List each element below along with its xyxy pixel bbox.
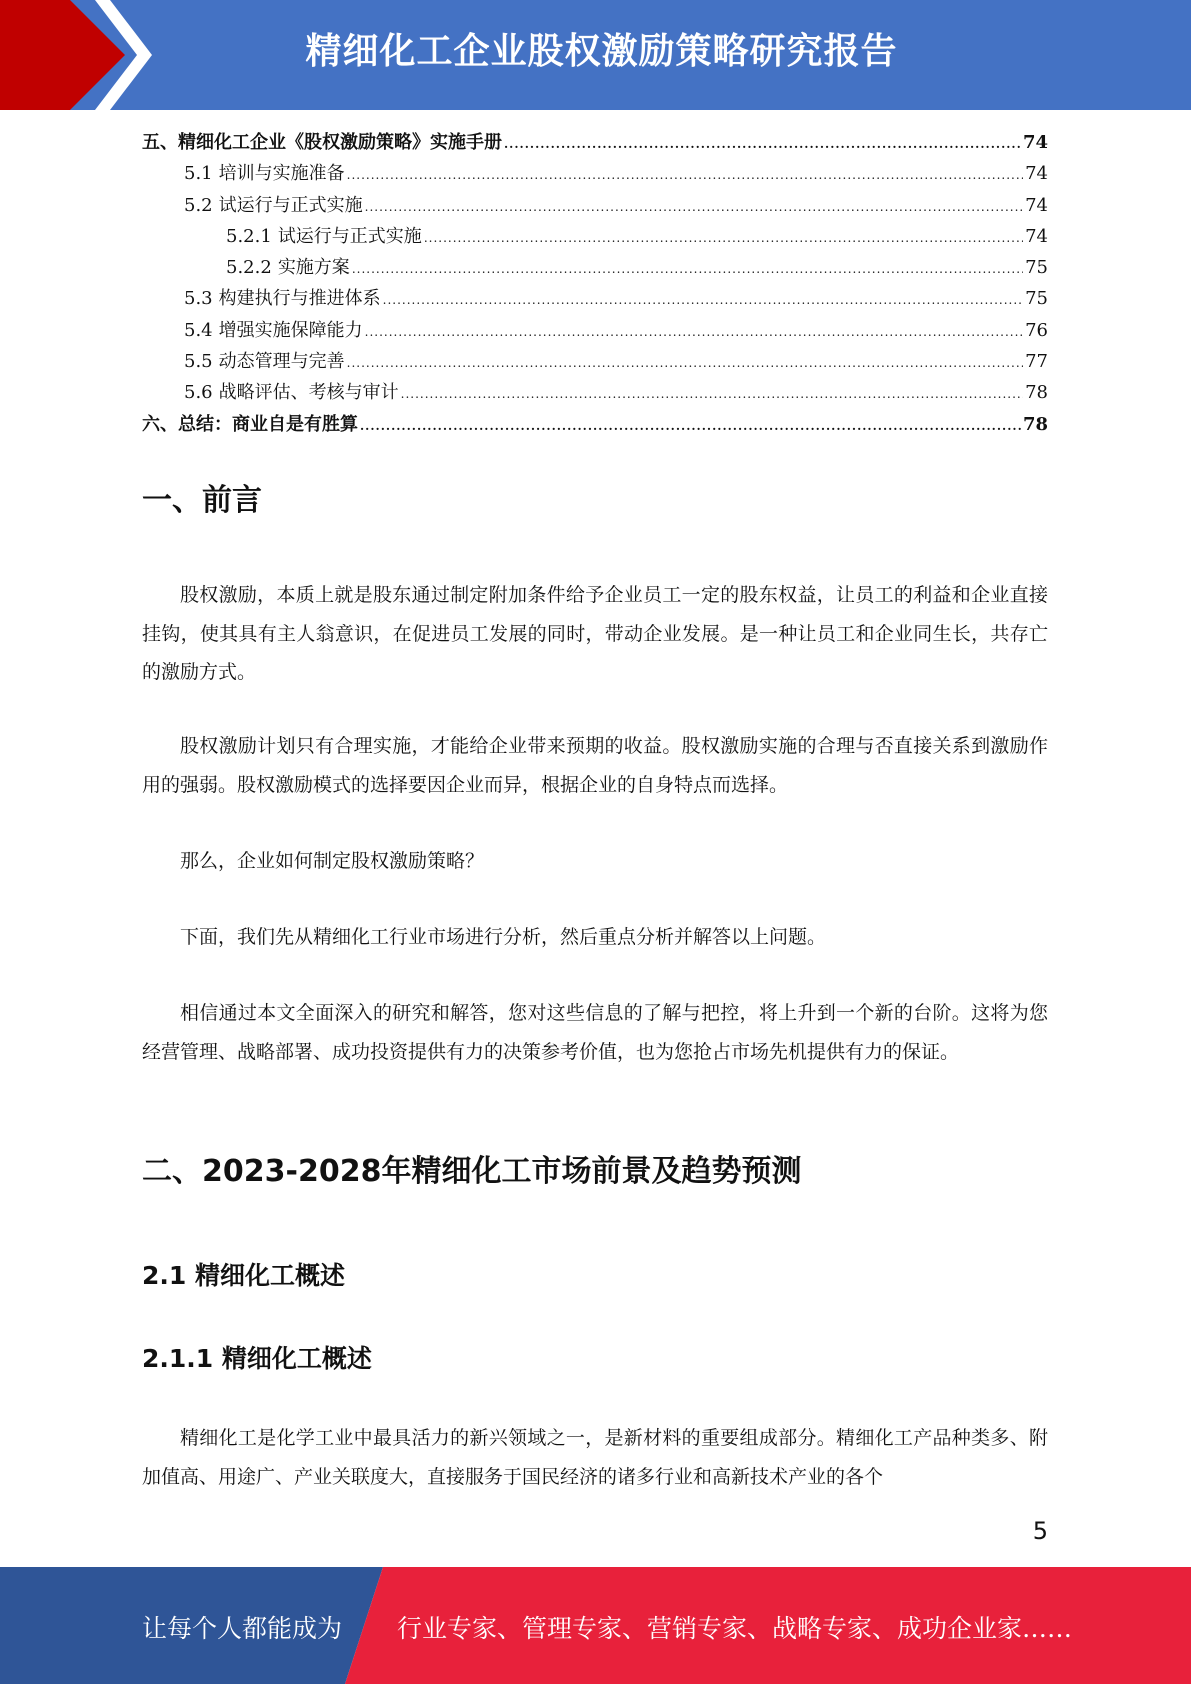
- toc-entry-title: 试运行与正式实施: [218, 194, 363, 216]
- toc-entry-title: 动态管理与完善: [218, 351, 345, 373]
- toc-entry-number: 5.5: [184, 351, 213, 373]
- toc-entry-number: 5.2.2: [226, 257, 272, 279]
- toc-entry[interactable]: [142, 252, 1048, 283]
- toc-entry-title: 试运行与正式实施: [277, 225, 422, 247]
- toc-dot-leader: [383, 285, 1023, 316]
- toc-dot-leader: [347, 348, 1023, 379]
- toc-dot-leader: [365, 192, 1023, 223]
- toc-dot-leader: [365, 317, 1023, 348]
- toc-entry-page: 76: [1025, 319, 1048, 341]
- toc-entry-number: 5.2: [184, 194, 213, 216]
- subsection-heading-2-1: 2.1 精细化工概述: [142, 1261, 345, 1290]
- section-heading-preface: 一、前言: [142, 483, 262, 518]
- toc-entry-page: 75: [1025, 257, 1048, 279]
- toc-entry-title: 构建执行与推进体系: [218, 288, 381, 310]
- toc-entry-page: 74: [1025, 163, 1048, 185]
- preface-paragraph-3: 那么，企业如何制定股权激励策略？: [180, 850, 485, 872]
- preface-paragraph-4: 下面，我们先从精细化工行业市场进行分析，然后重点分析并解答以上问题。: [180, 926, 827, 948]
- toc-entry-page: 77: [1025, 351, 1048, 373]
- toc-entry[interactable]: [142, 409, 1048, 440]
- toc-entry-title: 六、总结：商业自是有胜算: [142, 413, 358, 435]
- toc-entry-title: 战略评估、考核与审计: [218, 382, 399, 404]
- toc-entry[interactable]: [142, 190, 1048, 221]
- page-header: [0, 0, 1191, 110]
- toc-entry-page: 74: [1022, 132, 1048, 153]
- table-of-contents: [142, 127, 1048, 440]
- toc-dot-leader: [401, 379, 1023, 410]
- toc-entry-title: 五、精细化工企业《股权激励策略》实施手册: [142, 132, 502, 153]
- toc-entry-page: 75: [1025, 288, 1048, 310]
- subsection-heading-2-1-1: 2.1.1 精细化工概述: [142, 1344, 372, 1373]
- preface-paragraph-2: 股权激励计划只有合理实施，才能给企业带来预期的收益。股权激励实施的合理与否直接关系到激励作用的强弱。股权激励模式的选择要因企业而异，根据企业的自身特点而选择。: [142, 735, 1048, 796]
- footer-slogan-right: 行业专家、管理专家、营销专家、战略专家、成功企业家……: [397, 1614, 1073, 1643]
- toc-dot-leader: [424, 223, 1023, 254]
- toc-entry[interactable]: [142, 127, 1048, 158]
- toc-entry[interactable]: [142, 221, 1048, 252]
- footer-slogan-left: 让每个人都能成为: [142, 1614, 343, 1643]
- toc-entry[interactable]: [142, 158, 1048, 189]
- toc-entry-page: 78: [1025, 382, 1048, 404]
- toc-entry-page: 74: [1025, 225, 1048, 247]
- preface-paragraph-5: 相信通过本文全面深入的研究和解答，您对这些信息的了解与把控，将上升到一个新的台阶。这将为您经营管理、战略部署、成功投资提供有力的决策参考价值，也为您抢占市场先机提供有力的保证。: [142, 1002, 1048, 1063]
- toc-dot-leader: [352, 254, 1023, 285]
- toc-dot-leader: [360, 411, 1021, 442]
- preface-paragraph-1: 股权激励，本质上就是股东通过制定附加条件给予企业员工一定的股东权益，让员工的利益和企业直接挂钩，使其具有主人翁意识，在促进员工发展的同时，带动企业发展。是一种让员工和企业同生长，共存亡的激励方式。: [142, 584, 1048, 683]
- toc-entry[interactable]: [142, 346, 1048, 377]
- toc-entry[interactable]: [142, 315, 1048, 346]
- toc-entry-title: 培训与实施准备: [218, 163, 345, 185]
- toc-entry-title: 增强实施保障能力: [218, 319, 363, 341]
- report-title: 精细化工企业股权激励策略研究报告: [305, 31, 898, 72]
- toc-entry-page: 74: [1025, 194, 1048, 216]
- section-heading-market-outlook: 二、2023-2028年精细化工市场前景及趋势预测: [142, 1154, 802, 1189]
- toc-entry-number: 5.6: [184, 382, 213, 404]
- toc-dot-leader: [347, 160, 1023, 191]
- overview-paragraph: 精细化工是化学工业中最具活力的新兴领域之一，是新材料的重要组成部分。精细化工产品种类多、附加值高、用途广、产业关联度大，直接服务于国民经济的诸多行业和高新技术产业的各个: [142, 1427, 1048, 1488]
- page-footer: [0, 1567, 1191, 1684]
- toc-entry-page: 78: [1022, 413, 1048, 435]
- page-number: 5: [1032, 1517, 1048, 1545]
- toc-entry[interactable]: [142, 283, 1048, 314]
- toc-entry-number: 5.1: [184, 163, 213, 185]
- toc-entry[interactable]: [142, 377, 1048, 408]
- toc-dot-leader: [504, 129, 1021, 160]
- toc-entry-number: 5.2.1: [226, 225, 272, 247]
- toc-entry-number: 5.3: [184, 288, 213, 310]
- toc-entry-title: 实施方案: [277, 257, 350, 279]
- toc-entry-number: 5.4: [184, 319, 213, 341]
